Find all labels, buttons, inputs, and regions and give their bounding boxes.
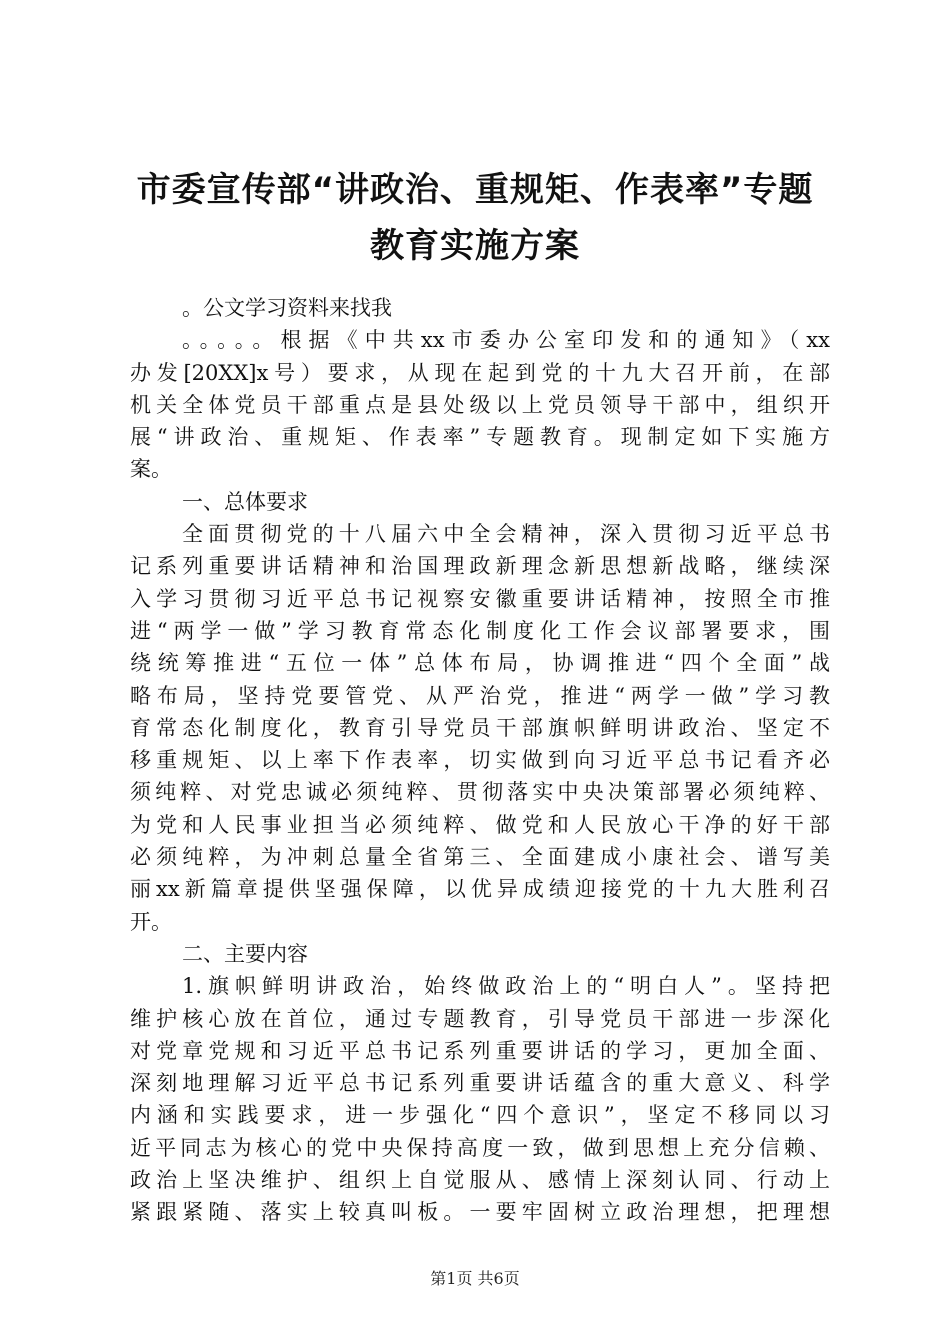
document-title-line2: 教育实施方案: [370, 226, 580, 266]
text-line: 为党和人民事业担当必须纯粹、做党和人民放心干净的好干部: [130, 812, 830, 837]
text-line: 。公文学习资料来找我: [182, 296, 392, 320]
text-line: 近平同志为核心的党中央保持高度一致，做到思想上充分信赖、: [130, 1135, 830, 1160]
document-body: [130, 292, 830, 1229]
document-title-line1: 市委宣传部“讲政治、重规矩、作表率”专题: [136, 170, 814, 210]
text-line: 政治上坚决维护、组织上自觉服从、感情上深刻认同、行动上: [130, 1168, 830, 1193]
text-line: 深刻地理解习近平总书记系列重要讲话蕴含的重大意义、科学: [130, 1071, 830, 1096]
text-line: 紧跟紧随、落实上较真叫板。一要牢固树立政治理想，把理想: [130, 1200, 830, 1225]
text-line: 绕统筹推进“五位一体”总体布局，协调推进“四个全面”战: [130, 651, 830, 676]
text-line: 开。: [130, 909, 172, 934]
text-line: 展“讲政治、重规矩、作表率”专题教育。现制定如下实施方: [130, 425, 830, 450]
text-line: 案。: [130, 457, 172, 482]
text-line: 丽xx新篇章提供坚强保障，以优异成绩迎接党的十九大胜利召: [130, 877, 830, 902]
text-line: 进“两学一做”学习教育常态化制度化工作会议部署要求，围: [130, 618, 830, 643]
text-line: 全面贯彻党的十八届六中全会精神，深入贯彻习近平总书: [182, 522, 830, 547]
page-number-footer: 第1页 共6页: [430, 1269, 520, 1288]
text-line: 入学习贯彻习近平总书记视察安徽重要讲话精神，按照全市推: [130, 586, 830, 611]
text-line: 维护核心放在首位，通过专题教育，引导党员干部进一步深化: [130, 1006, 830, 1031]
text-line: 办发[20XX]x号）要求，从现在起到党的十九大召开前，在部: [130, 360, 830, 385]
text-line: 育常态化制度化，教育引导党员干部旗帜鲜明讲政治、坚定不: [130, 715, 830, 740]
text-line: 记系列重要讲话精神和治国理政新理念新思想新战略，继续深: [130, 554, 830, 579]
text-line: 。。。。。根据《中共xx市委办公室印发和的通知》（xx: [182, 328, 830, 353]
text-line: 内涵和实践要求，进一步强化“四个意识”，坚定不移同以习: [130, 1103, 830, 1128]
text-line: 须纯粹、对党忠诚必须纯粹、贯彻落实中央决策部署必须纯粹、: [130, 780, 830, 805]
text-line: 机关全体党员干部重点是县处级以上党员领导干部中，组织开: [130, 392, 830, 417]
text-line: 必须纯粹，为冲刺总量全省第三、全面建成小康社会、谱写美: [130, 845, 830, 870]
text-line: 略布局，坚持党要管党、从严治党，推进“两学一做”学习教: [130, 683, 830, 708]
text-line: 1.旗帜鲜明讲政治，始终做政治上的“明白人”。坚持把: [182, 974, 830, 999]
text-line: 对党章党规和习近平总书记系列重要讲话的学习，更加全面、: [130, 1038, 830, 1063]
section-heading: 二、主要内容: [182, 941, 308, 966]
text-line: 移重规矩、以上率下作表率，切实做到向习近平总书记看齐必: [130, 748, 830, 773]
section-heading: 一、总体要求: [182, 489, 308, 514]
